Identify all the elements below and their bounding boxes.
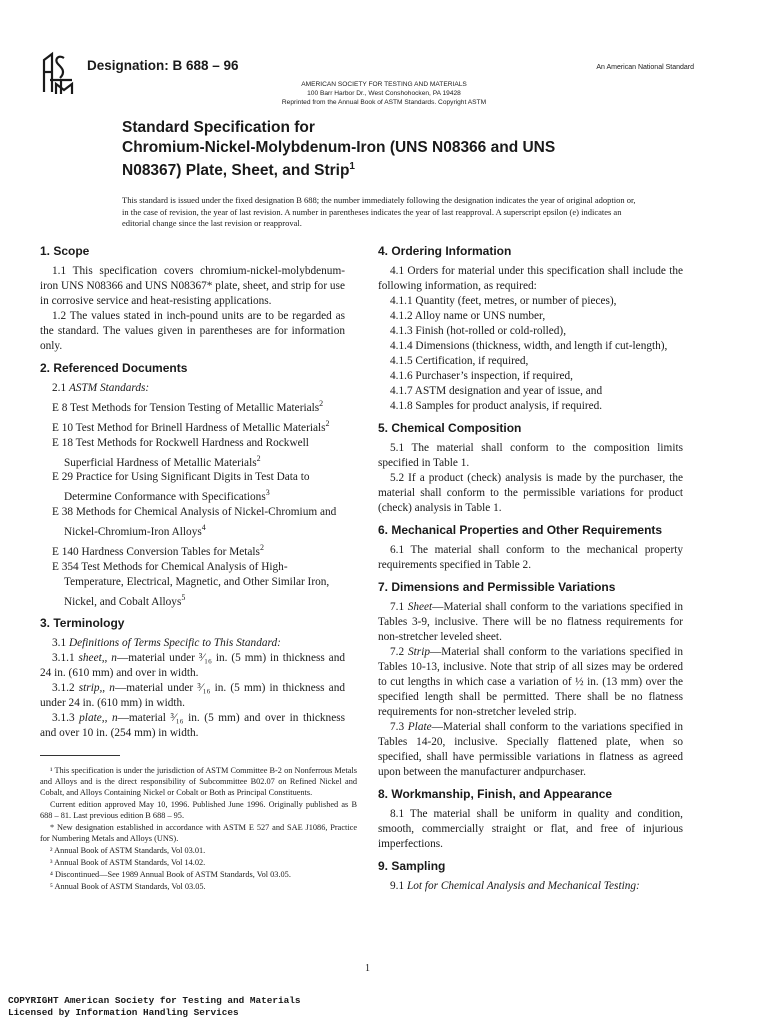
paragraph: 3.1 Definitions of Terms Specific to This Standard: [52, 637, 281, 650]
title-line: Chromium-Nickel-Molybdenum-Iron (UNS N08366 and UNS [122, 138, 556, 156]
footnote: ³ Annual Book of ASTM Standards, Vol 14.02. [50, 858, 206, 867]
paragraph: 7.1 Sheet—Material shall conform to the variations specified in Tables 3-9, inclusive. There will be no flatness requirements for non-stretcher leveled sheet. [378, 601, 684, 643]
paragraph: 1.2 The values stated in inch-pound units are to be regarded as the standard. The values given in parentheses are for information only. [40, 310, 345, 352]
title-footnote-mark: 1 [349, 161, 355, 172]
publisher-line: Reprinted from the Annual Book of ASTM Standards. Copyright ASTM [281, 99, 487, 106]
paragraph: 8.1 The material shall be uniform in quality and condition, smooth, commercially straight or flat, and free of injurious imperfections. [378, 808, 683, 850]
page-number: 1 [365, 963, 370, 974]
footnote: ² Annual Book of ASTM Standards, Vol 03.01. [50, 846, 206, 855]
section-heading-scope: 1. Scope [40, 244, 90, 258]
ordering-item: 4.1.2 Alloy name or UNS number, [390, 310, 546, 322]
ordering-item: 4.1.8 Samples for product analysis, if required. [390, 400, 603, 412]
paragraph: 3.1.2 strip,, n—material under ³⁄₁₆ in. (5 mm) in thickness and under 24 in. (610 mm) in width. [40, 682, 345, 710]
paragraph: 5.1 The material shall conform to the composition limits specified in Table 1. [378, 442, 683, 469]
reference-item: E 10 Test Method for Brinell Hardness of Metallic Materials$^2$ [52, 418, 330, 434]
paragraph: 2.1 ASTM Standards: [52, 382, 150, 394]
ordering-item: 4.1.7 ASTM designation and year of issue, and [390, 385, 603, 397]
reference-item: E 140 Hardness Conversion Tables for Metals$^2$ [52, 542, 264, 558]
reference-item: E 29 Practice for Using Significant Digits in Test Data to Determine Conformance with Specifications$^3$ [52, 471, 310, 504]
section-heading-sampling: 9. Sampling [378, 859, 446, 873]
ordering-list [378, 294, 683, 414]
designation: Designation: B 688 – 96 [87, 58, 239, 73]
section-heading-ordering-information: 4. Ordering Information [378, 244, 512, 258]
section-heading-dimensions: 7. Dimensions and Permissible Variations [378, 580, 616, 594]
paragraph: 3.1.3 plate,, n—material ³⁄₁₆ in. (5 mm) and over in thickness and over 10 in. (254 mm) in width. [40, 712, 346, 740]
paragraph: 7.2 Strip—Material shall conform to the variations specified in Tables 10-13, inclusive. Note that strip of all sizes may be ordered to cut lengths in which case a variation of ½ in. (13 mm) over the specified length shall be permitted. There shall be no flatness requirements for non-stretcher leveled strip. [378, 646, 684, 718]
ordering-item: 4.1.3 Finish (hot-rolled or cold-rolled), [390, 325, 567, 337]
right-column [378, 244, 683, 894]
paragraph: 1.1 This specification covers chromium-nickel-molybdenum-iron UNS N08366 and UNS N08367* plate, sheet, and strip for use in corrosive service and heat-resisting applications. [40, 265, 345, 307]
paragraph: 7.3 Plate—Material shall conform to the variations specified in Tables 14-20, inclusive. Specially flattened plate, when so specified, shall have permissible variations in flatness as agreed upon between the manufacturer andpurchaser. [378, 721, 684, 778]
footnotes [40, 765, 357, 893]
publisher-line: AMERICAN SOCIETY FOR TESTING AND MATERIALS [301, 81, 467, 88]
paragraph: 3.1.1 sheet,, n—material under ³⁄₁₆ in. (5 mm) in thickness and 24 in. (610 mm) and over in width. [40, 652, 345, 680]
title-line: Standard Specification for [122, 119, 315, 136]
footnote-divider [40, 755, 120, 756]
reference-item: E 8 Test Methods for Tension Testing of Metallic Materials$^2$ [52, 399, 324, 414]
footnote: ¹ This specification is under the jurisdiction of ASTM Committee B-2 on Nonferrous Metals and Alloys and is the direct responsibility of Subcommittee B02.07 on Refined Nickel and Cobalt, and Alloys Containing Nickel or Cobalt or Both as Principal Constituents. [40, 766, 357, 797]
publisher-block [0, 80, 768, 107]
national-standard-label: An American National Standard [596, 64, 694, 71]
ordering-item: 4.1.4 Dimensions (thickness, width, and length if cut-length), [390, 340, 668, 352]
reference-item: E 18 Test Methods for Rockwell Hardness and Rockwell Superficial Hardness of Metallic Materials$^2$ [52, 436, 309, 469]
reference-list [40, 396, 345, 609]
publisher-line: 100 Barr Harbor Dr., West Conshohocken, PA 19428 [307, 90, 461, 97]
paragraph: 5.2 If a product (check) analysis is made by the purchaser, the material shall conform to the permissible variations for product (check) analysis in Table 1. [378, 472, 683, 514]
section-heading-workmanship: 8. Workmanship, Finish, and Appearance [378, 787, 613, 801]
reference-item: E 38 Methods for Chemical Analysis of Nickel-Chromium and Nickel-Chromium-Iron Alloys$^4$ [52, 506, 337, 538]
section-heading-terminology: 3. Terminology [40, 616, 125, 631]
section-heading-chemical-composition: 5. Chemical Composition [378, 421, 522, 435]
paragraph: 4.1 Orders for material under this specification shall include the following information, as required: [378, 265, 683, 292]
paragraph: 9.1 Lot for Chemical Analysis and Mechanical Testing: [390, 880, 640, 892]
left-column [40, 244, 345, 741]
footnote: * New designation established in accordance with ASTM E 527 and SAE J1086, Practice for Numbering Metals and Alloys (UNS). [40, 823, 357, 843]
title-line: N08367) Plate, Sheet, and Strip$^1$ [122, 161, 355, 180]
copyright-line: Licensed by Information Handling Services [8, 1007, 239, 1018]
copyright-line: COPYRIGHT American Society for Testing and Materials [8, 995, 301, 1006]
ordering-item: 4.1.6 Purchaser’s inspection, if required, [390, 370, 574, 382]
document-title [122, 118, 682, 181]
ordering-item: 4.1.5 Certification, if required, [390, 355, 529, 367]
reference-item: E 354 Test Methods for Chemical Analysis of High-Temperature, Electrical, Magnetic, and Other Similar Iron, Nickel, and Cobalt Alloys$^5$ [52, 560, 330, 608]
copyright-notice [8, 995, 301, 1019]
standard-notice: This standard is issued under the fixed designation B 688; the number immediately following the designation indicates the year of original adoption or, in the case of revision, the year of last revision. A number in parentheses indicates the year of last reapproval. A superscript epsilon (e) indicates an editorial change since the last revision or reapproval. [122, 195, 636, 228]
footnote: Current edition approved May 10, 1996. Published June 1996. Originally published as B 688 – 81. Last previous edition B 688 – 95. [40, 800, 357, 820]
paragraph: 6.1 The material shall conform to the mechanical property requirements specified in Table 2. [378, 544, 683, 571]
footnote: ⁴ Discontinued—See 1989 Annual Book of ASTM Standards, Vol 03.05. [50, 870, 291, 879]
ordering-item: 4.1.1 Quantity (feet, metres, or number of pieces), [390, 295, 617, 307]
footnote: ⁵ Annual Book of ASTM Standards, Vol 03.05. [50, 882, 206, 891]
section-heading-mechanical-properties: 6. Mechanical Properties and Other Requirements [378, 523, 663, 537]
section-heading-referenced-documents: 2. Referenced Documents [40, 361, 188, 375]
